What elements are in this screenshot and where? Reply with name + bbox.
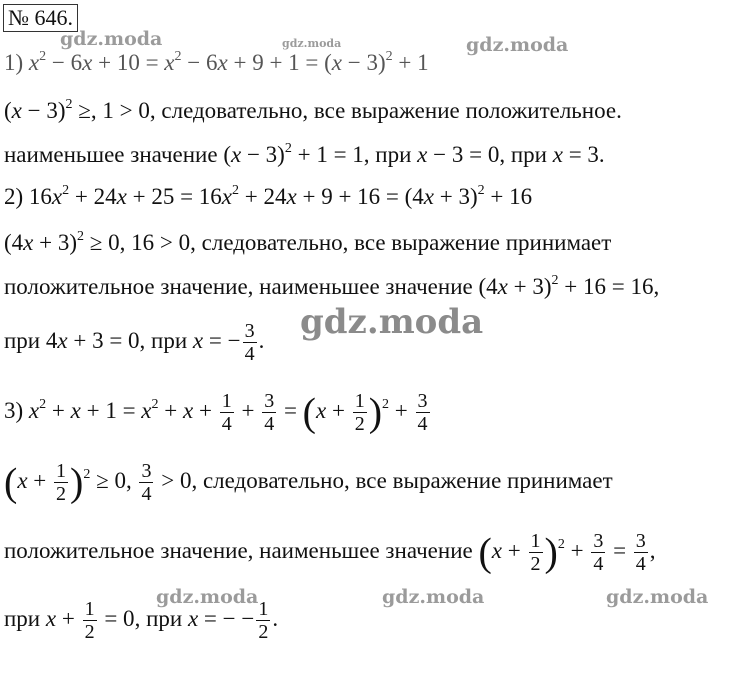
item-label-1: 1): [4, 50, 24, 75]
fraction-3-4: $\frac{3}{4}$: [244, 320, 255, 365]
solution-line-6: положительное значение, наименьшее значение $(4x + 3)^2 + 16 = 16$,: [4, 273, 660, 299]
watermark-6: gdz.moda: [382, 586, 485, 608]
line-9-text: , следовательно, все выражение принимает: [191, 467, 613, 493]
solution-line-5: $(4x + 3)^2 \ge 0$, 16 > 0, следовательно, все выражение принимает: [4, 229, 612, 255]
watermark-2: gdz.moda: [282, 37, 342, 50]
line-3-text: наименьшее значение: [4, 142, 218, 167]
watermark-1: gdz.moda: [60, 28, 163, 50]
line-11-tail: , при: [134, 605, 183, 631]
solution-line-2: $(x - 3)^2$ ≥, 1 > 0, следовательно, все выражение положительное.: [4, 97, 622, 123]
line-5-text: , следовательно, все выражение принимает: [190, 230, 612, 255]
item-label-3: 3): [4, 397, 24, 423]
solution-line-1: 1) $x^2 - 6x + 10 = x^2 - 6x + 9 + 1 = (x - 3)^2 + 1$: [4, 49, 429, 75]
solution-line-10: положительное значение, наименьшее значение (x + $\frac{1}{2}$ )$^2$ + $\frac{3}{4}$ = $\frac{3}{4}$ ,: [4, 529, 656, 575]
line-7-tail: , при: [139, 327, 188, 353]
watermark-4: gdz.moda: [300, 302, 484, 342]
line-10-text: положительное значение, наименьшее значение: [4, 537, 473, 563]
line-2-text: , следовательно, все выражение положительное.: [149, 98, 622, 123]
watermark-3: gdz.moda: [466, 34, 569, 56]
problem-number: № 646.: [3, 4, 78, 32]
watermark-7: gdz.moda: [606, 586, 709, 608]
solution-line-9: (x + $\frac{1}{2}$ )$^2$ ≥ 0, $\frac{3}{4}$ > 0, следовательно, все выражение принимает: [4, 459, 613, 505]
item-label-2: 2): [4, 184, 24, 209]
solution-line-8: 3) $x^2 + x + 1 = x^2 + x$ + $\frac{1}{4}$ + $\frac{3}{4}$ = (x + $\frac{1}{2}$ )$^2$ + $\frac{3}{4}$: [4, 389, 428, 435]
line-3-tail2: , при: [499, 142, 547, 167]
line-6-text: положительное значение, наименьшее значение: [4, 274, 473, 299]
solution-line-7: при 4x + 3 = 0, при x = − $\frac{3}{4}$ .: [4, 320, 265, 365]
solution-line-4: 2) $16x^2 + 24x + 25 = 16x^2 + 24x + 9 + 16 = (4x + 3)^2 + 16$: [4, 183, 533, 209]
line-7-text: при: [4, 327, 41, 353]
solution-line-3: наименьшее значение $(x - 3)^2 + 1 = 1$, при x − 3 = 0, при x = 3.: [4, 141, 605, 167]
line-11-text: при: [4, 605, 41, 631]
solution-line-11: при x + $\frac{1}{2}$ = 0, при x = − − $\frac{1}{2}$ .: [4, 598, 279, 643]
watermark-5: gdz.moda: [156, 586, 259, 608]
line-3-tail: , при: [363, 142, 412, 167]
